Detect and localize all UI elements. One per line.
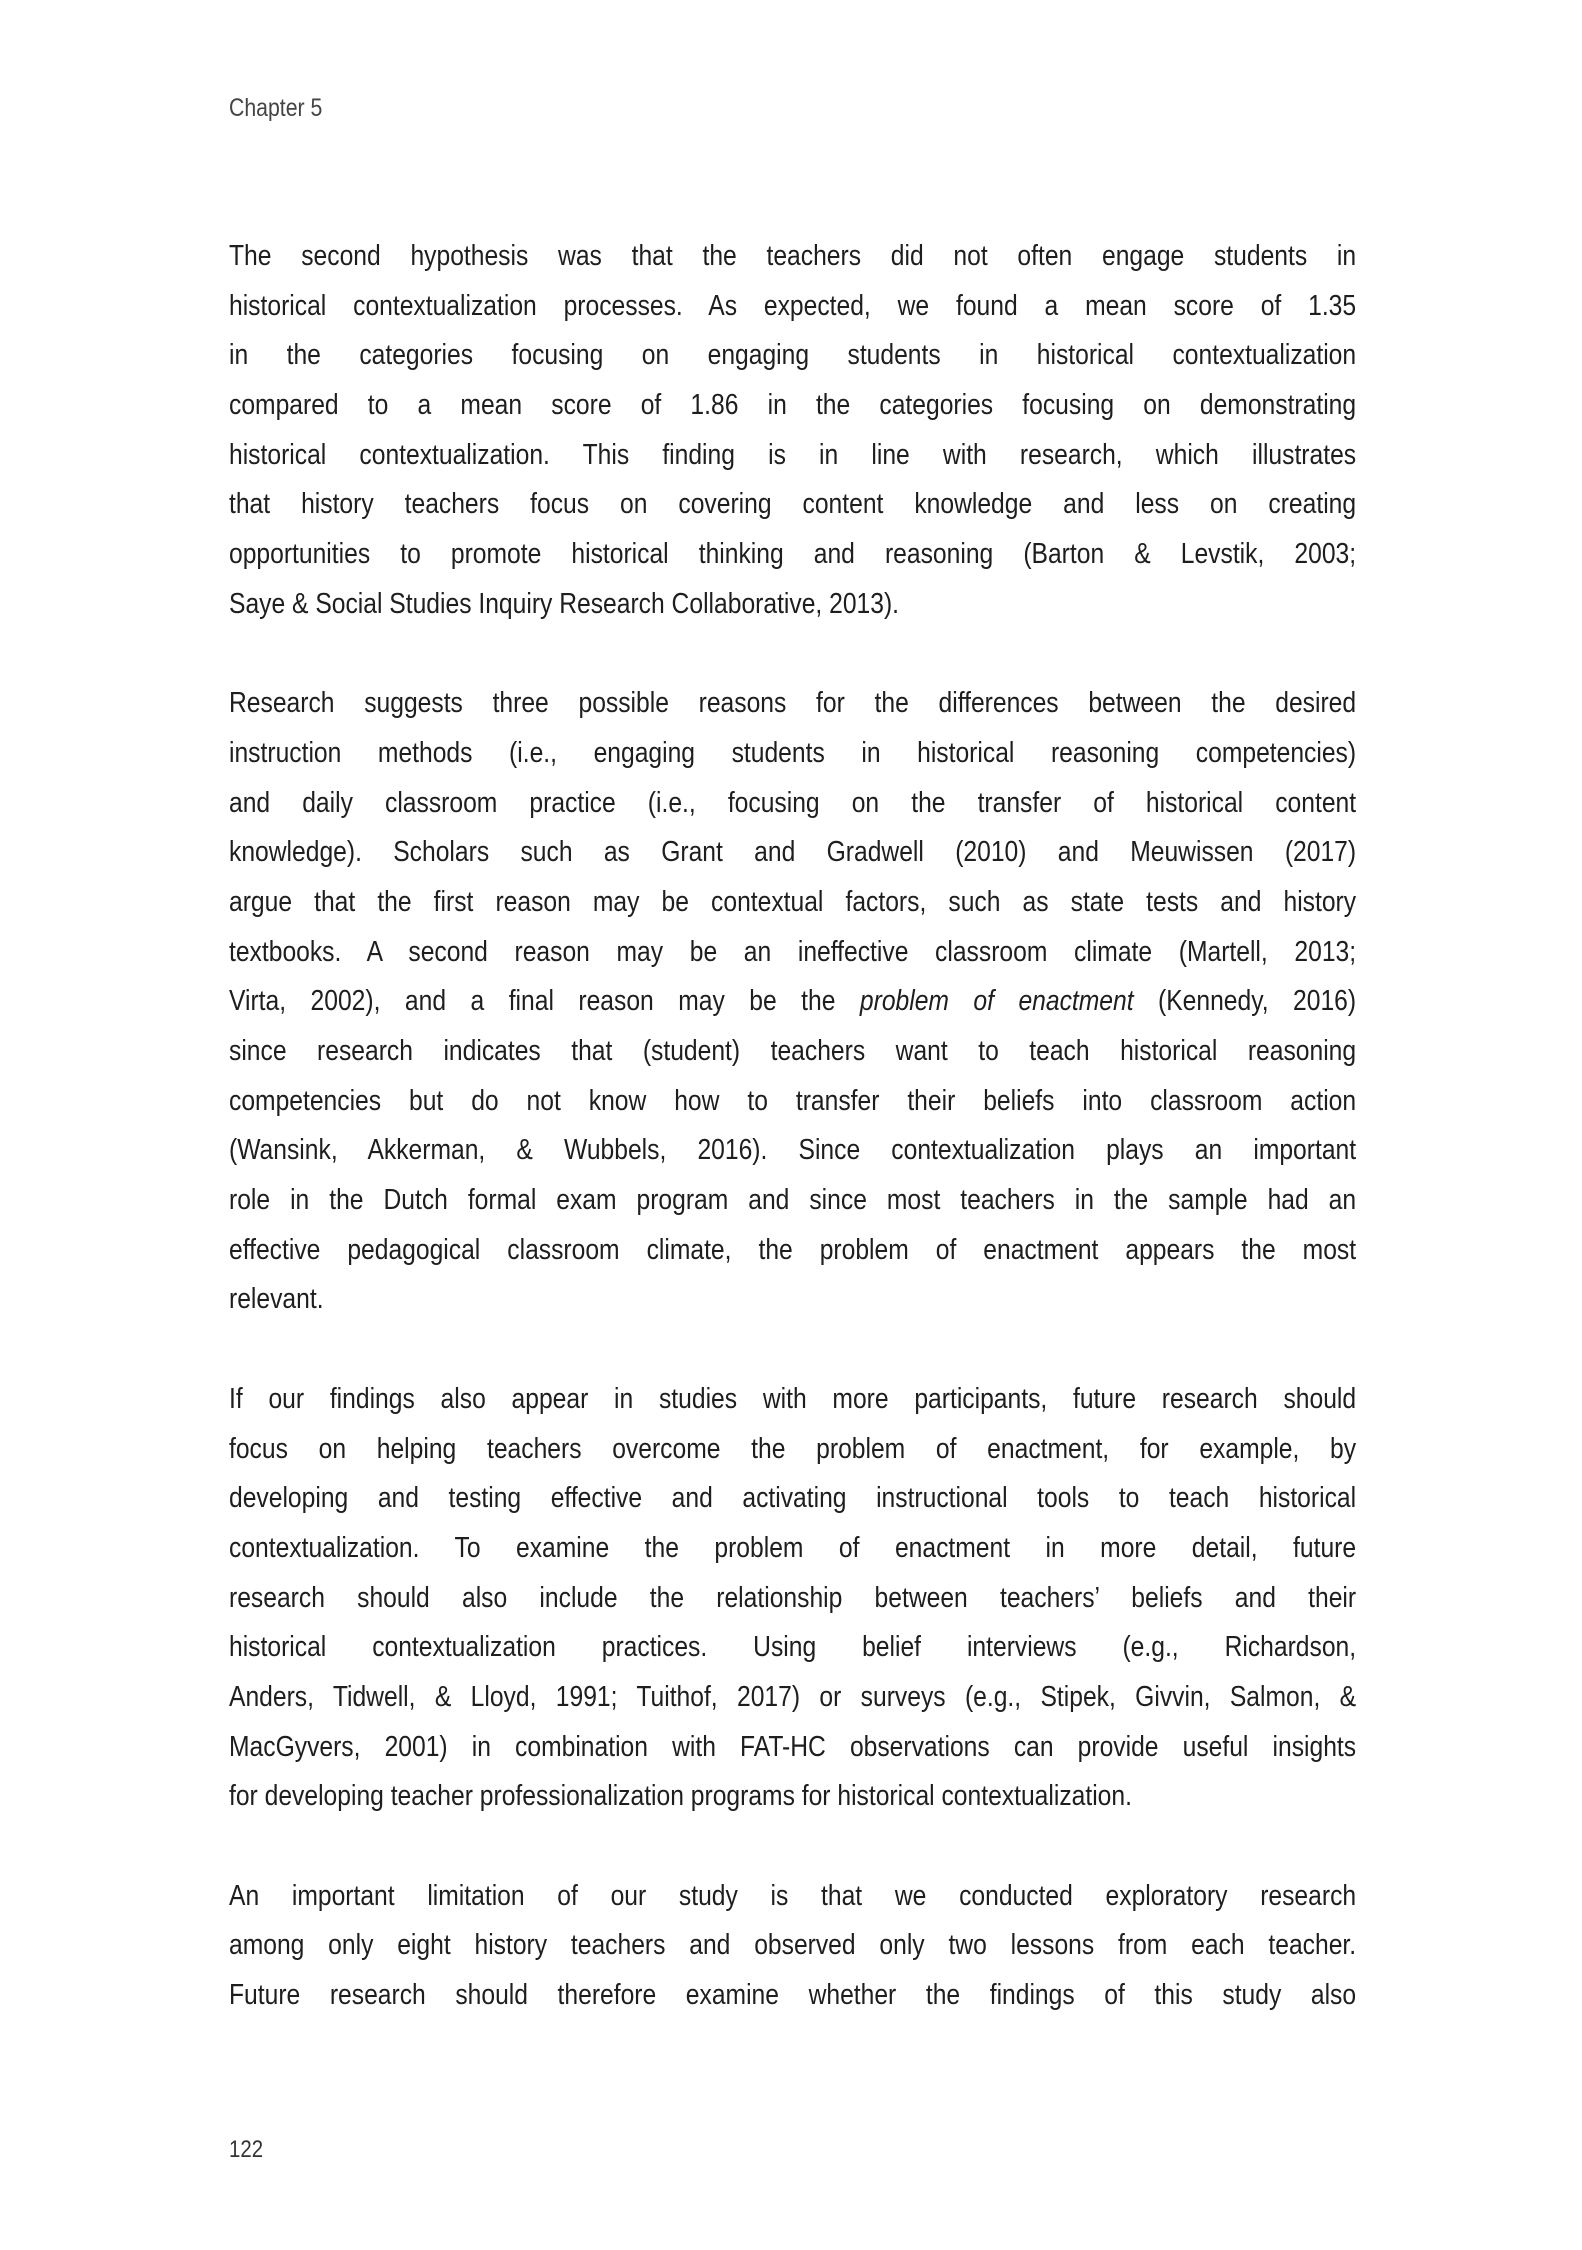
text-line: in the categories focusing on engaging students in historical contextualization — [229, 339, 1357, 372]
text-line: research should also include the relationship between teachers’ beliefs and their — [229, 1581, 1357, 1614]
paragraph — [229, 232, 1356, 630]
text-line: effective pedagogical classroom climate, the problem of enactment appears the most — [229, 1233, 1357, 1266]
text-line: opportunities to promote historical thinking and reasoning (Barton & Levstik, 2003; — [229, 538, 1357, 571]
text-line: An important limitation of our study is that we conducted exploratory research — [229, 1879, 1357, 1912]
text-line: contextualization. To examine the problem of enactment in more detail, future — [229, 1531, 1357, 1564]
text-line: developing and testing effective and activating instructional tools to teach historical — [229, 1482, 1357, 1515]
text-line: historical contextualization practices. Using belief interviews (e.g., Richardson, — [229, 1631, 1357, 1664]
text-line: role in the Dutch formal exam program and since most teachers in the sample had an — [229, 1184, 1357, 1217]
text-line: instruction methods (i.e., engaging students in historical reasoning competencies) — [229, 736, 1357, 769]
text-line: MacGyvers, 2001) in combination with FAT-HC observations can provide useful insights — [229, 1730, 1357, 1763]
text-line: Saye & Social Studies Inquiry Research Collaborative, 2013). — [229, 587, 900, 620]
paragraph — [229, 679, 1356, 1325]
text-line: (Wansink, Akkerman, & Wubbels, 2016). Since contextualization plays an important — [229, 1134, 1357, 1167]
text-line: competencies but do not know how to transfer their beliefs into classroom action — [229, 1084, 1357, 1117]
text-line: among only eight history teachers and observed only two lessons from each teacher. — [229, 1929, 1357, 1962]
text-line: The second hypothesis was that the teachers did not often engage students in — [229, 240, 1357, 272]
text-line: for developing teacher professionalization programs for historical contextualization. — [229, 1780, 1132, 1813]
paragraph — [229, 1872, 1356, 2021]
paragraph — [229, 1375, 1356, 1822]
text-line: textbooks. A second reason may be an ineffective classroom climate (Martell, 2013; — [229, 935, 1357, 968]
text-line: relevant. — [229, 1283, 324, 1316]
running-header: Chapter 5 — [229, 94, 323, 122]
page-number: 122 — [229, 2136, 264, 2163]
text-line: that history teachers focus on covering content knowledge and less on creating — [229, 488, 1357, 521]
text-line: argue that the first reason may be contextual factors, such as state tests and history — [229, 885, 1357, 918]
text-line — [229, 977, 1356, 1027]
text-segment: (Kennedy, 2016) — [1133, 985, 1357, 1018]
text-line: since research indicates that (student) teachers want to teach historical reasoning — [229, 1035, 1357, 1067]
text-line: and daily classroom practice (i.e., focusing on the transfer of historical content — [229, 786, 1357, 819]
text-line: focus on helping teachers overcome the problem of enactment, for example, by — [229, 1432, 1357, 1465]
text-line: compared to a mean score of 1.86 in the categories focusing on demonstrating — [229, 389, 1357, 422]
text-line: Research suggests three possible reasons for the differences between the desired — [229, 687, 1357, 720]
text-line: knowledge). Scholars such as Grant and Gradwell (2010) and Meuwissen (2017) — [229, 836, 1357, 869]
body-text — [229, 232, 1356, 2070]
text-line: Anders, Tidwell, & Lloyd, 1991; Tuithof, 2017) or surveys (e.g., Stipek, Givvin, Salmon, & — [229, 1680, 1357, 1713]
text-line: Future research should therefore examine whether the findings of this study also — [229, 1979, 1357, 2012]
text-line: historical contextualization processes. As expected, we found a mean score of 1.35 — [229, 289, 1357, 322]
text-line: historical contextualization. This finding is in line with research, which illustrates — [229, 438, 1357, 471]
text-segment: Virta, 2002), and a final reason may be the — [229, 985, 860, 1018]
text-line: If our findings also appear in studies with more participants, future research should — [229, 1382, 1357, 1415]
italic-term: problem of enactment — [859, 985, 1134, 1018]
